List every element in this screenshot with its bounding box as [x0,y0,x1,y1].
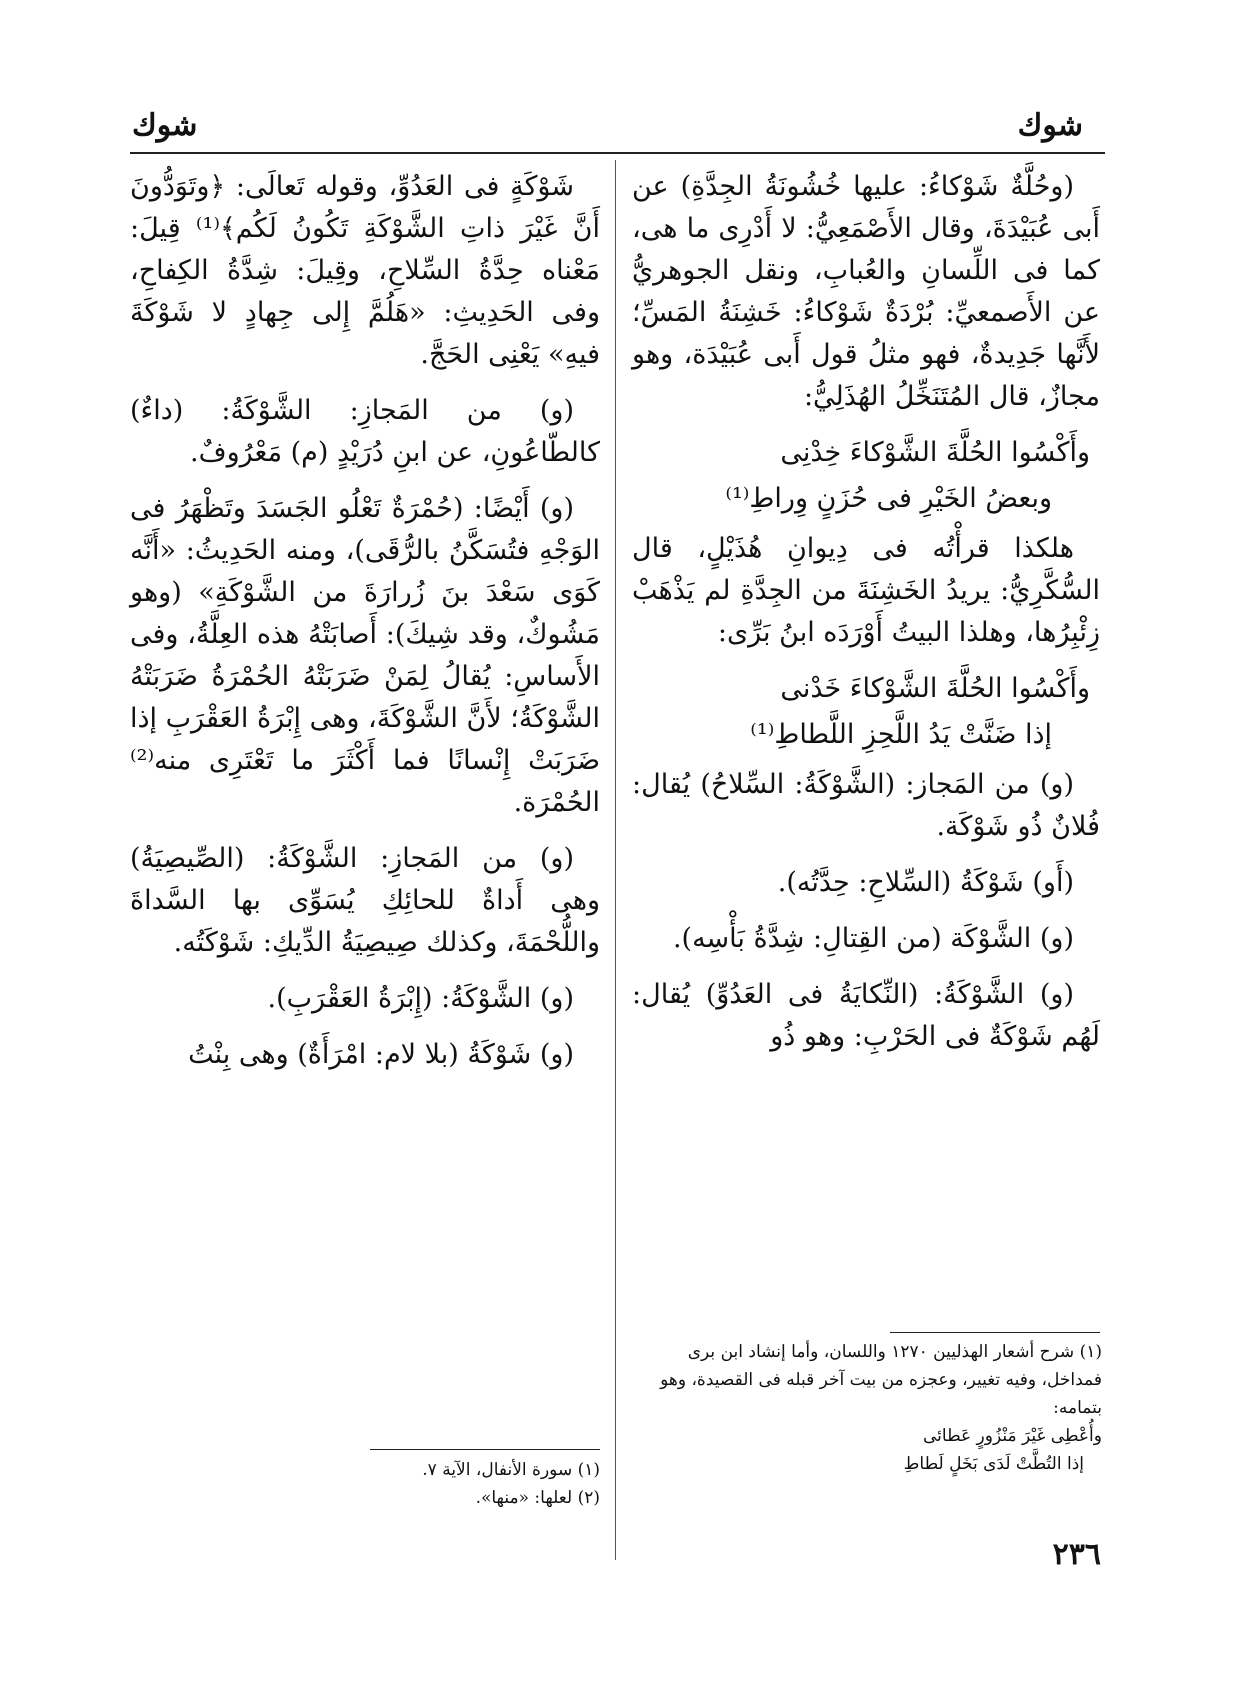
paragraph: (و) الشَّوْكَة (من القِتالِ: شِدَّةُ بَأْسِه). [672,923,1074,954]
footnote-verse: إذا التُطَّتْ لَدَى بَخَلٍ لَطاطِ [903,1454,1084,1474]
paragraph: (وحُلَّةٌ شَوْكاءُ: عليها خُشُونَةُ الجِدَّةِ) عن أَبى عُبَيْدَةَ، وقال الأَصْمَعِيُّ: لا أَدْرِى ما هى، كما فى اللِّسانِ والعُبابِ، ونقل الجوهريُّ عن الأَصمعيِّ: بُرْدَةٌ شَوْكاءُ: خَشِنَةُ المَسِّ؛ لأَنَّها جَدِيدةٌ، فهو مثلُ قول أَبى عُبَيْدَة، وهو مجازٌ، قال المُتَنَخِّلُ الهُذَلِيُّ: [632,171,1100,412]
footnotes-right [650,1338,1102,1478]
verse-line: وأَكْسُوا الحُلَّةَ الشَّوْكاءَ خَدْنى [780,673,1090,704]
running-header-right: شوك [1017,108,1083,143]
paragraph: (و) من المَجاز: (الشَّوْكَةُ: السِّلاحُ) يُقال: فُلانٌ ذُو شَوْكَة. [632,769,1100,842]
footnote-verse: وأُعْطِى غَيْرَ مَنْزُورٍ عَطائى [922,1426,1102,1446]
footnote: (١) شرح أشعار الهذليين ١٢٧٠ واللسان، وأما إنشاد ابن برى فمداخل، وفيه تغيير، وعجزه من بيت آخر قبله فى القصيدة، وهو بتمامه: [660,1342,1102,1418]
page-number: ٢٣٦ [1052,1537,1101,1572]
footnote-rule-right [890,1332,1100,1333]
running-header-left: شوك [132,108,198,143]
paragraph: هلكذا قرأْتُه فى دِيوانِ هُذَيْلٍ، قال السُّكَّرِيُّ: يريدُ الخَشِنَةَ من الجِدَّةِ لم يَذْهَبْ زِئْبِرُها، وهلذا البيتُ أَوْرَدَه ابنُ بَرِّى: [632,533,1100,648]
paragraph: (أَو) شَوْكَةُ (السِّلاحِ: حِدَّتُه). [777,867,1074,898]
left-column [130,166,600,1436]
verse-line: وبعضُ الخَيْرِ فى حُزَنٍ وِراطِ⁽¹⁾ [725,483,1052,514]
paragraph: (و) الشَّوْكَةُ: (النِّكايَةُ فى العَدُوِّ) يُقال: لَهُم شَوْكَةٌ فى الحَرْبِ: وهو ذُو [632,979,1100,1052]
header-rule [130,152,1105,154]
paragraph: شَوْكَةٍ فى العَدُوِّ، وقوله تَعالَى: ﴿وتَوَدُّونَ أَنَّ غَيْرَ ذاتِ الشَّوْكَةِ تَكُونُ لَكُم﴾⁽¹⁾ قِيلَ: مَعْناه حِدَّةُ السِّلاحِ، وقِيلَ: شِدَّةُ الكِفاحِ، وفى الحَدِيثِ: «هَلُمَّ إِلى جِهادٍ لا شَوْكَةَ فيهِ» يَعْنِى الحَجَّ. [130,171,601,370]
paragraph: (و) أَيْضًا: (حُمْرَةٌ تَعْلُو الجَسَدَ وتَظْهَرُ فى الوَجْهِ فتُسَكَّنُ بالرُّقَى)، ومنه الحَدِيثُ: «أَنَّه كَوَى سَعْدَ بنَ زُرارَةَ من الشَّوْكَةِ» (وهو مَشُوكٌ، وقد شِيكَ): أَصابَتْهُ هذه العِلَّةُ، وفى الأَساسِ: يُقالُ لِمَنْ ضَرَبَتْهُ الحُمْرَةُ ضَرَبَتْهُ الشَّوْكَةُ؛ لأَنَّ الشَّوْكَةَ، وهى إِبْرَةُ العَقْرَبِ إذا ضَرَبَتْ إِنْسانًا فما أَكْثَرَ ما تَعْتَرِى منه⁽²⁾ الحُمْرَة. [130,493,600,818]
right-column [632,166,1100,1306]
footnote-rule-left [370,1449,600,1450]
verse-line: وأَكْسُوا الحُلَّةَ الشَّوْكاءَ خِدْنِى [780,437,1090,468]
footnote: (١) سورة الأنفال، الآية ٧. [422,1460,600,1480]
verse-line: إذا ضَنَّتْ يَدُ اللَّحِزِ اللَّطاطِ⁽¹⁾ [750,719,1052,750]
paragraph: (و) من المَجازِ: الشَّوْكَةُ: (الصِّيصِيَةُ) وهى أَداةٌ للحائِكِ يُسَوِّى بها السَّداةَ واللُّحْمَةَ، وكذلك صِيصِيَةُ الدِّيكِ: شَوْكَتُه. [130,843,600,958]
paragraph: (و) الشَّوْكَةُ: (إِبْرَةُ العَقْرَبِ). [267,983,574,1014]
footnotes-left [170,1456,600,1512]
paragraph: (و) من المَجازِ: الشَّوْكَةُ: (داءٌ) كالطّاعُونِ، عن ابنِ دُرَيْدٍ (م) مَعْرُوفٌ. [130,395,600,468]
footnote: (٢) لعلها: «منها». [475,1488,600,1508]
paragraph: (و) شَوْكَةُ (بلا لام: امْرَأَةٌ) وهى بِنْتُ [188,1039,574,1070]
column-divider [615,160,616,1560]
